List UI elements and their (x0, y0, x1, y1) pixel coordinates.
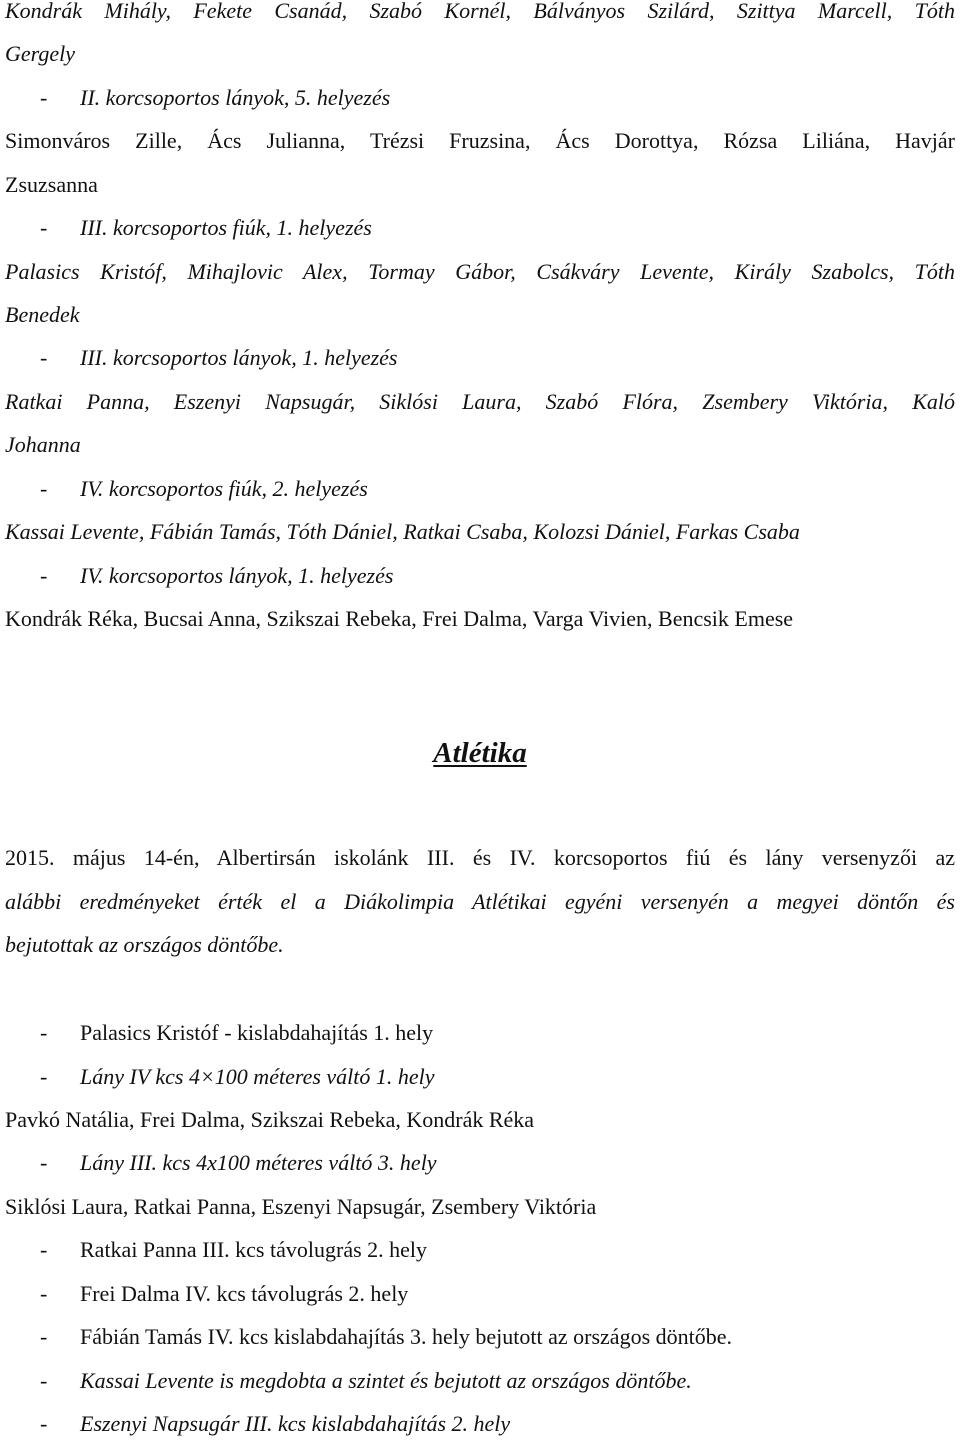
team-members-line: Ratkai Panna, Eszenyi Napsugár, Siklósi Laura, Szabó Flóra, Zsembery Viktória, Kaló (5, 389, 955, 414)
list-dash: - (40, 1324, 48, 1349)
intro-paragraph-line: alábbi eredményeket érték el a Diákolimpia Atlétikai egyéni versenyén a megyei döntőn és (5, 889, 955, 914)
list-dash: - (40, 563, 48, 588)
team-members-line: Johanna (5, 432, 81, 457)
result-item: Lány III. kcs 4x100 méteres váltó 3. hely (80, 1150, 437, 1175)
list-dash: - (40, 1237, 48, 1262)
section-heading: Atlétika (433, 737, 527, 769)
team-members-line: Zsuzsanna (5, 172, 98, 197)
result-item: Palasics Kristóf - kislabdahajítás 1. hely (80, 1020, 434, 1045)
list-dash: - (40, 476, 48, 501)
team-members-line: Benedek (5, 302, 80, 327)
team-members-line: Simonváros Zille, Ács Julianna, Trézsi Fruzsina, Ács Dorottya, Rózsa Liliána, Havjár (5, 128, 955, 153)
result-item: Eszenyi Napsugár III. kcs kislabdahajítás 2. hely (80, 1411, 511, 1436)
group-title: III. korcsoportos fiúk, 1. helyezés (80, 215, 372, 240)
relay-members: Siklósi Laura, Ratkai Panna, Eszenyi Napsugár, Zsembery Viktória (5, 1194, 597, 1219)
list-dash: - (40, 1411, 48, 1436)
group-title: IV. korcsoportos lányok, 1. helyezés (80, 563, 394, 588)
team-members-line: Kondrák Mihály, Fekete Csanád, Szabó Kornél, Bálványos Szilárd, Szittya Marcell, Tóth (5, 0, 955, 23)
team-members-line: Kondrák Réka, Bucsai Anna, Szikszai Rebeka, Frei Dalma, Varga Vivien, Bencsik Emese (5, 606, 794, 631)
result-item: Frei Dalma IV. kcs távolugrás 2. hely (80, 1281, 409, 1306)
intro-paragraph-line: 2015. május 14-én, Albertirsán iskolánk III. és IV. korcsoportos fiú és lány versenyzői az (5, 845, 955, 870)
team-members-line: Gergely (5, 41, 76, 66)
list-dash: - (40, 1064, 48, 1089)
group-title: III. korcsoportos lányok, 1. helyezés (80, 345, 398, 370)
result-item: Ratkai Panna III. kcs távolugrás 2. hely (80, 1237, 428, 1262)
list-dash: - (40, 1150, 48, 1175)
list-dash: - (40, 1020, 48, 1045)
list-dash: - (40, 215, 48, 240)
list-dash: - (40, 85, 48, 110)
team-members-line: Palasics Kristóf, Mihajlovic Alex, Tormay Gábor, Csákváry Levente, Király Szabolcs, Tóth (5, 259, 955, 284)
result-item: Kassai Levente is megdobta a szintet és bejutott az országos döntőbe. (80, 1368, 692, 1393)
group-title: II. korcsoportos lányok, 5. helyezés (80, 85, 391, 110)
group-title: IV. korcsoportos fiúk, 2. helyezés (80, 476, 368, 501)
result-item: Fábián Tamás IV. kcs kislabdahajítás 3. hely bejutott az országos döntőbe. (80, 1324, 733, 1349)
intro-paragraph-line: bejutottak az országos döntőbe. (5, 932, 284, 957)
relay-members: Pavkó Natália, Frei Dalma, Szikszai Rebeka, Kondrák Réka (5, 1107, 535, 1132)
result-item: Lány IV kcs 4×100 méteres váltó 1. hely (80, 1064, 435, 1089)
team-members-line: Kassai Levente, Fábián Tamás, Tóth Dániel, Ratkai Csaba, Kolozsi Dániel, Farkas Csaba (5, 519, 800, 544)
list-dash: - (40, 1368, 48, 1393)
list-dash: - (40, 1281, 48, 1306)
list-dash: - (40, 345, 48, 370)
